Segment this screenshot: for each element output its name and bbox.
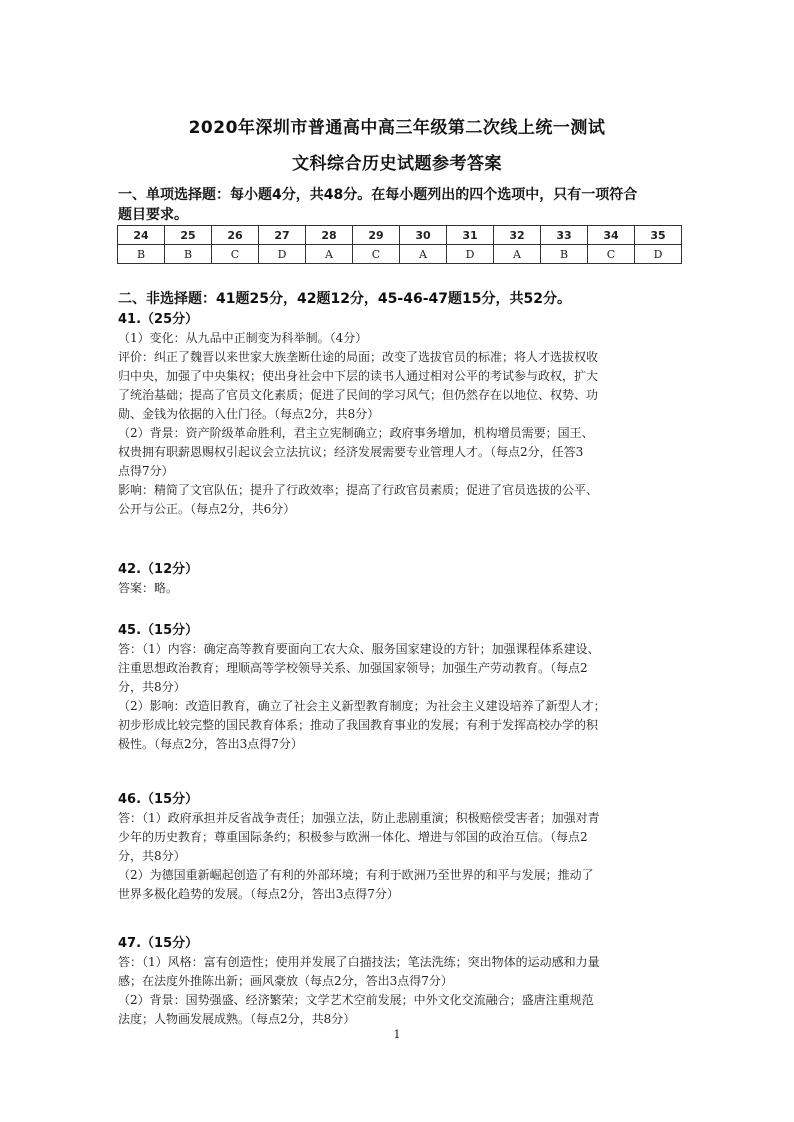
answer-cell: C xyxy=(588,245,635,264)
question-number-cell: 28 xyxy=(306,226,353,245)
section1-heading xyxy=(118,185,682,225)
answer-line: 点得7分） xyxy=(118,464,174,478)
answer-cell: C xyxy=(353,245,400,264)
answer-line: 公开与公正。（每点2分，共6分） xyxy=(118,502,296,516)
question-heading: 47.（15分） xyxy=(118,936,199,951)
answer-line: 初步形成比较完整的国民教育体系；推动了我国教育事业的发展；有利于发挥高校办学的积 xyxy=(118,718,599,732)
document-subtitle: 文科综合历史试题参考答案 xyxy=(292,154,502,174)
question-heading: 46.（15分） xyxy=(118,792,199,807)
question-45-block xyxy=(118,621,686,754)
answer-line: 极性。（每点2分，答出3点得7分） xyxy=(118,737,303,751)
question-number-cell: 30 xyxy=(400,226,447,245)
answer-line: 答案：略。 xyxy=(118,581,179,595)
answer-line: 了统治基础；提高了官员文化素质；促进了民间的学习风气；但仍然存在以地位、权势、功 xyxy=(118,388,599,402)
question-number-cell: 27 xyxy=(259,226,306,245)
question-41-block xyxy=(118,310,686,519)
question-number-cell: 31 xyxy=(447,226,494,245)
section1-heading-line2: 题目要求。 xyxy=(118,207,188,223)
question-number-cell: 34 xyxy=(588,226,635,245)
question-46-block xyxy=(118,790,686,904)
answer-line: 勋、金钱为依据的入仕门径。（每点2分，共8分） xyxy=(118,407,380,421)
section1-heading-line1: 一、单项选择题：每小题4分，共48分。在每小题列出的四个选项中，只有一项符合 xyxy=(118,187,638,203)
answer-cell: B xyxy=(541,245,588,264)
answer-table-number-row xyxy=(118,226,682,245)
answer-line: （2）影响：改造旧教育，确立了社会主义新型教育制度；为社会主义建设培养了新型人才； xyxy=(118,699,606,713)
question-number-cell: 26 xyxy=(212,226,259,245)
answer-line: 答：（1）政府承担并反省战争责任；加强立法，防止悲剧重演；积极赔偿受害者；加强对青 xyxy=(118,811,600,825)
answer-line: （2）背景：国势强盛、经济繁荣；文学艺术空前发展；中外文化交流融合；盛唐注重规范 xyxy=(118,993,594,1007)
answer-cell: D xyxy=(447,245,494,264)
answer-cell: B xyxy=(118,245,165,264)
answer-line: （2）背景：资产阶级革命胜利，君主立宪制确立；政府事务增加，机构增员需要；国王、 xyxy=(118,426,594,440)
answer-cell: D xyxy=(635,245,682,264)
question-number-cell: 24 xyxy=(118,226,165,245)
answer-line: 影响：精简了文官队伍；提升了行政效率；提高了行政官员素质；促进了官员选拔的公平、 xyxy=(118,483,599,497)
answer-line: 少年的历史教育；尊重国际条约；积极参与欧洲一体化、增进与邻国的政治互信。（每点2 xyxy=(118,830,588,844)
answer-line: 法度；人物画发展成熟。（每点2分，共8分） xyxy=(118,1012,356,1026)
question-number-cell: 35 xyxy=(635,226,682,245)
answer-table-answer-row xyxy=(118,245,682,264)
answer-line: 分，共8分） xyxy=(118,680,186,694)
answer-cell: A xyxy=(494,245,541,264)
answer-line: 注重思想政治教育；理顺高等学校领导关系、加强国家领导；加强生产劳动教育。（每点2 xyxy=(118,661,588,675)
answer-cell: A xyxy=(306,245,353,264)
answer-cell: C xyxy=(212,245,259,264)
answer-line: 权贵拥有职薪恩赐权引起议会立法抗议；经济发展需要专业管理人才。（每点2分，任答3 xyxy=(118,445,584,459)
question-42-block xyxy=(118,560,686,598)
answer-line: 评价：纠正了魏晋以来世家大族垄断仕途的局面；改变了选拔官员的标准；将人才选拔权收 xyxy=(118,350,599,364)
document-title: 2020年深圳市普通高中高三年级第二次线上统一测试 xyxy=(188,118,606,138)
question-number-cell: 32 xyxy=(494,226,541,245)
answer-line: （1）变化：从九品中正制变为科举制。（4分） xyxy=(118,331,368,345)
question-number-cell: 25 xyxy=(165,226,212,245)
answer-line: 答：（1）内容：确定高等教育要面向工农大众、服务国家建设的方针；加强课程体系建设、 xyxy=(118,642,600,656)
answer-cell: A xyxy=(400,245,447,264)
answer-cell: B xyxy=(165,245,212,264)
answer-line: 感；在法度外推陈出新；画风豪放（每点2分，答出3点得7分） xyxy=(118,974,453,988)
question-number-cell: 29 xyxy=(353,226,400,245)
page-number: 1 xyxy=(393,1028,401,1041)
question-heading: 41.（25分） xyxy=(118,312,199,327)
question-heading: 42.（12分） xyxy=(118,562,199,577)
answer-line: 分，共8分） xyxy=(118,849,186,863)
question-number-cell: 33 xyxy=(541,226,588,245)
answer-table xyxy=(117,225,682,264)
question-heading: 45.（15分） xyxy=(118,623,199,638)
answer-line: （2）为德国重新崛起创造了有利的外部环境；有利于欧洲乃至世界的和平与发展；推动了 xyxy=(118,868,594,882)
answer-line: 答：（1）风格：富有创造性；使用并发展了白描技法；笔法洗练；突出物体的运动感和力量 xyxy=(118,955,600,969)
question-47-block xyxy=(118,934,686,1029)
section2-heading: 二、非选择题：41题25分，42题12分，45-46-47题15分，共52分。 xyxy=(118,291,571,307)
answer-cell: D xyxy=(259,245,306,264)
answer-line: 归中央，加强了中央集权；使出身社会中下层的读书人通过相对公平的考试参与政权，扩大 xyxy=(118,369,599,383)
answer-line: 世界多极化趋势的发展。（每点2分，答出3点得7分） xyxy=(118,887,399,901)
